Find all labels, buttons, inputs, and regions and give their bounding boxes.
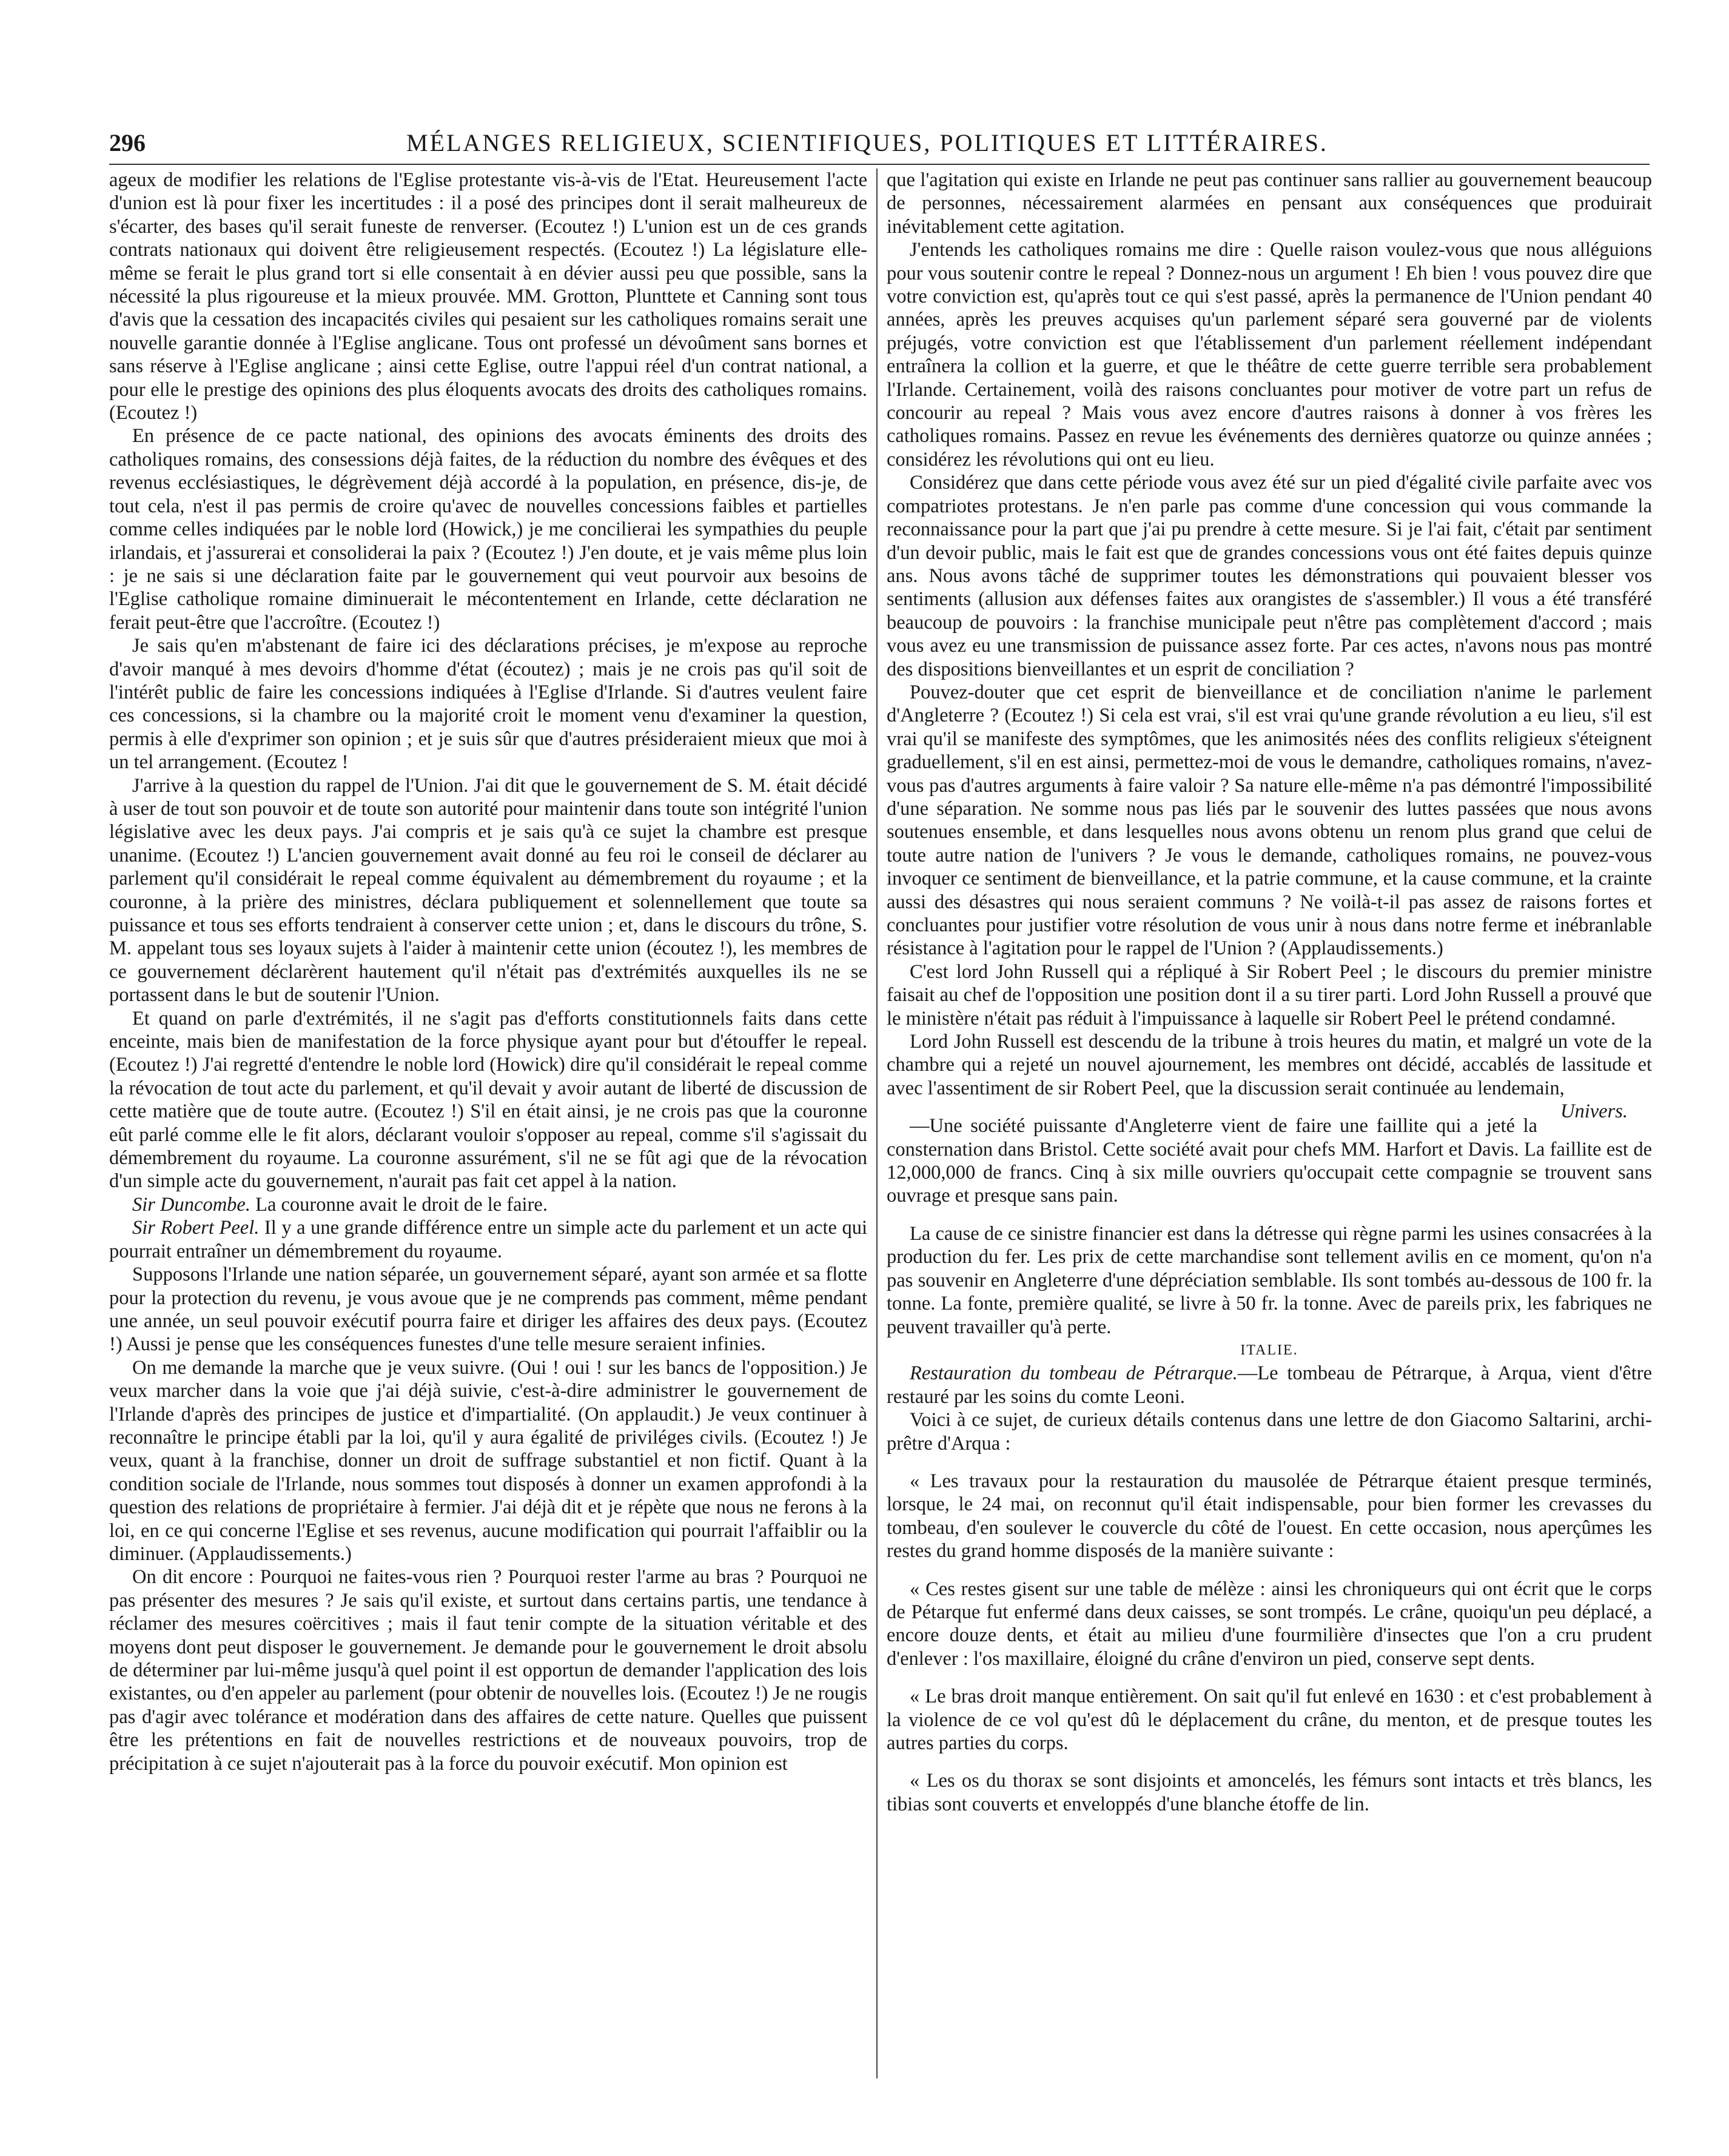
- speech-text: La couronne avait le droit de le faire.: [250, 1193, 548, 1216]
- paragraph: —Une société puissante d'Angleterre vient de faire une faillite qui a jeté la consternation dans Bristol. Cette société avait pour chefs MM. Harfort et Davis. La faillite est de 12,000,000 de francs. Cinq à six mille ouvriers qu'occupait cette compagnie se trouvent sans ouvrage et presque sans pain.: [887, 1115, 1652, 1207]
- paragraph: Considérez que dans cette période vous avez été sur un pied d'égalité civile parfaite avec vos compatriotes protestans. Je n'en parle pas comme d'une concession qui vous commande la reconnaissance pour la part que j'ai pu prendre à cette mesure. Si je l'ai fait, c'était par sentiment d'un devoir public, mais le fait est que de grandes concessions vous ont été faites depuis quinze ans. Nous avons tâché de supprimer toutes les démonstrations qui pouvaient blesser vos sentiments (allusion aux défenses faites aux orangistes de s'assembler.) Il vous a été transféré beaucoup de pouvoirs : la franchise municipale peut n'être pas complètement d'accord ; mais vous avez eu une transmission de puissance assez forte. Par ces actes, n'avons nous pas montré des dispositions bienveillantes et un esprit de conciliation ?: [887, 472, 1652, 680]
- paragraph: « Ces restes gisent sur une table de mélèze : ainsi les chroniqueurs qui ont écrit que le corps de Pétarque fut enfermé dans deux caisses, se sont trompés. Le crâne, quoiqu'un peu déplacé, a encore douze dents, et était au milieu d'une fourmilière d'insectes que l'on a cru prudent d'enlever : l'os maxillaire, éloigné du crâne d'environ un pied, conserve sept dents.: [887, 1578, 1652, 1670]
- paragraph-text: Lord John Russell est descendu de la tribune à trois heures du matin, et malgré un vote de la chambre qui a rejeté un nouvel ajournement, les membres ont décidé, accablés de lassitude et avec l'assentiment de sir Robert Peel, que la discussion serait continuée au lendemain,: [887, 1031, 1652, 1099]
- paragraph: Et quand on parle d'extrémités, il ne s'agit pas d'efforts constitutionnels faits dans cette enceinte, mais bien de manifestation de la force physique ayant pour but d'étouffer le repeal. (Ecoutez !) J'ai regretté d'entendre le noble lord (Howick) dire qu'il considérait le repeal comme la révocation de tout acte du parlement, et qu'il devait y avoir autant de liberté de discussion de cette matière que de toute autre. (Ecoutez !) S'il en était ainsi, je ne crois pas que la couronne eût parlé comme elle le fit alors, déclarant vouloir s'opposer au repeal, comme s'il s'agissait du démembrement du royaume. La couronne assurément, s'il ne se fût agi que de la révocation d'un simple acte du gouvernement, n'aurait pas fait cet appel à la nation.: [109, 1007, 867, 1193]
- column-divider: [876, 169, 878, 2078]
- paragraph: On me demande la marche que je veux suivre. (Oui ! oui ! sur les bancs de l'opposition.) Je veux marcher dans la voie que j'ai déjà suivie, c'est-à-dire administrer le gouvernement de l'Irlande d'après des principes de justice et d'impartialité. (On applaudit.) Je veux continuer à reconnaître le principe établi par la loi, qu'il y aura égalité de priviléges civils. (Ecoutez !) Je veux, quant à la franchise, donner un droit de suffrage substantiel et non fictif. Quant à la condition sociale de l'Irlande, nous sommes tout disposés à donner un examen approfondi à la question des relations de propriétaire à fermier. J'ai déjà dit et je répète que nous ne ferons à la loi, en ce qui concerne l'Eglise et ses revenus, aucune modification qui pourrait l'affaiblir ou la diminuer. (Applaudissements.): [109, 1356, 867, 1565]
- paragraph: [109, 1193, 867, 1216]
- paragraph: Pouvez-douter que cet esprit de bienveillance et de conciliation n'anime le parlement d'Angleterre ? (Ecoutez !) Si cela est vrai, s'il est vrai qu'une grande révolution a eu lieu, s'il est vrai qu'il se manifeste des symptômes, que les animosités nées des conflits religieux s'éteignent graduellement, s'il en est ainsi, permettez-moi de vous le demandre, catholiques romains, n'avez-vous pas d'autres arguments à faire valoir ? Sa nature elle-même n'a pas démontré l'impossibilité d'une séparation. Ne somme nous pas liés par le souvenir des luttes passées que nous avons soutenues ensemble, et dans lesquelles nous avons obtenu un renom plus grand que celui de toute autre nation de l'univers ? Je vous le demande, catholiques romains, ne pouvez-vous invoquer ce sentiment de bienveillance, et la patrie commune, et la cause commune, et la crainte aussi des désastres qui nous seraient communs ? Ne voilà-t-il pas assez de raisons fortes et concluantes pour justifier votre résolution de vous unir à nous dans notre ferme et inébranlable résistance à l'agitation pour le rappel de l'Union ? (Applaudissements.): [887, 681, 1652, 960]
- paragraph: J'entends les catholiques romains me dire : Quelle raison voulez-vous que nous alléguions pour vous soutenir contre le repeal ? Donnez-nous un argument ! Eh bien ! vous pouvez dire que votre conviction est, qu'après tout ce qui s'est passé, après la permanence de l'Union pendant 40 années, après les preuves acquises qu'un parlement séparé sera gouverné par de violents préjugés, votre conviction est que l'établissement d'un parlement réellement indépendant entraînera la collion et la guerre, et que le théâtre de cette guerre terrible sera probablement l'Irlande. Certainement, voilà des raisons concluantes pour motiver de votre part un refus de concourir au repeal ? Mais vous avez encore d'autres raisons à donner à vos frères les catholiques romains. Passez en revue les événements des dernières quatorze ou quinze années ; considérez les révolutions qui ont eu lieu.: [887, 239, 1652, 470]
- paragraph: Je sais qu'en m'abstenant de faire ici des déclarations précises, je m'expose au reproche d'avoir manqué à mes devoirs d'homme d'état (écoutez) ; mais je ne crois pas qu'il soit de l'intérêt public de faire les concessions indiquées à l'Eglise d'Irlande. Si d'autres veulent faire ces concessions, si la chambre ou la majorité croit le moment venu d'examiner la question, permis à elle d'exprimer son opinion ; et je suis sûr que d'autres présideraient mieux que moi à un tel arrangement. (Ecoutez !: [109, 635, 867, 774]
- paragraph: J'arrive à la question du rappel de l'Union. J'ai dit que le gouvernement de S. M. était décidé à user de tout son pouvoir et de toute son autorité pour maintenir dans toute son intégrité l'union législative avec les deux pays. J'ai compris et je sais qu'à ce sujet la chambre est presque unanime. (Ecoutez !) L'ancien gouvernement avait donné au feu roi le conseil de déclarer au parlement qu'il considérait le repeal comme équivalent au démembrement du royaume ; et la couronne, à la prière des ministres, déclara publiquement et solennellement que toute sa puissance et tous ses efforts tendraient à conserver cette union ; et, dans le discours du trône, S. M. appelant tous ses loyaux sujets à l'aider à maintenir cette union (écoutez !), les membres de ce gouvernement déclarèrent hautement qu'il n'était pas d'extrémités auxquelles ils ne se portassent dans le but de soutenir l'Union.: [109, 774, 867, 1006]
- paragraph: « Les os du thorax se sont disjoints et amoncelés, les fémurs sont intacts et très blancs, les tibias sont couverts et enveloppés d'une blanche étoffe de lin.: [887, 1770, 1652, 1815]
- paragraph: « Le bras droit manque entièrement. On sait qu'il fut enlevé en 1630 : et c'est probablement à la violence de ce vol qu'est dû le déplacement du crâne, du menton, et de presque toutes les autres parties du corps.: [887, 1686, 1652, 1754]
- section-heading: ITALIE.: [1240, 1342, 1298, 1358]
- paragraph: On dit encore : Pourquoi ne faites-vous rien ? Pourquoi rester l'arme au bras ? Pourquoi ne pas présenter des mesures ? Je sais qu'il existe, et surtout dans certains partis, une tendance à réclamer des mesures coërcitives ; mais il faut tenir compte de la situation véritable et des moyens dont peut disposer le gouvernement. Je demande pour le gouvernement le droit absolu de déterminer par lui-même jusqu'à quel point il est opportun de demander l'application des lois existantes, ou d'en appeler au parlement (pour obtenir de nouvelles lois. (Ecoutez !) Je ne rougis pas d'agir avec tolérance et modération dans des affaires de cette nature. Quelles que puissent être les prétentions en fait de nouvelles restrictions et de nouveaux pouvoirs, trop de précipitation à ce sujet n'ajouterait pas à la force du pouvoir exécutif. Mon opinion est: [109, 1566, 867, 1775]
- paragraph: [887, 1362, 1652, 1408]
- paragraph: En présence de ce pacte national, des opinions des avocats éminents des droits des catholiques romains, des consessions déjà faites, de la réduction du nombre des évêques et des revenus ecclésiastiques, le dégrèvement déjà accordé à la population, en présence, dis-je, de tout cela, n'est il pas permis de croire qu'avec de nouvelles concessions faibles et partielles comme celles indiquées par le noble lord (Howick,) je me concilierai les sympathies du peuple irlandais, et j'assurerai et consoliderai la paix ? (Ecoutez !) J'en doute, et je vais même plus loin : je ne sais si une déclaration faite par le gouvernement qui veut pourvoir aux besoins de l'Eglise catholique romaine diminuerait le mécontentement en Irlande, cette déclaration ne ferait peut-être que l'accroître. (Ecoutez !): [109, 425, 867, 634]
- speech-text: Il y a une grande différence entre un simple acte du parlement et un acte qui pourrait entraîner un démembrement du royaume.: [109, 1217, 867, 1262]
- paragraph: La cause de ce sinistre financier est dans la détresse qui règne parmi les usines consacrées à la production du fer. Les prix de cette marchandise sont tellement avilis en ce moment, qu'on n'a pas souvenir en Angleterre d'une dépréciation semblable. Ils sont tombés au-dessous de 100 fr. la tonne. La fonte, première qualité, se livre à 50 fr. la tonne. Avec de pareils prix, les fabriques ne peuvent travailler qu'à perte.: [887, 1222, 1652, 1338]
- source-signature: Univers.: [1560, 1100, 1628, 1123]
- page-number: 296: [109, 129, 146, 156]
- page-header: [109, 129, 1650, 165]
- paragraph: Voici à ce sujet, de curieux détails contenus dans une lettre de don Giacomo Saltarini, archi-prêtre d'Arqua :: [887, 1409, 1652, 1455]
- speaker-name: Sir Robert Peel.: [132, 1217, 260, 1239]
- paragraph: ageux de modifier les relations de l'Eglise protestante vis-à-vis de l'Etat. Heureusement l'acte d'union est là pour fixer les incertitudes : il a posé des principes dont il serait malheureux de s'écarter, des bases qu'il serait funeste de renverser. (Ecoutez !) L'union est un de ces grands contrats nationaux qui doivent être religieusement respectés. (Ecoutez !) La législature elle-même se ferait le plus grand tort si elle consentait à en dévier aussi peu que possible, sans la nécessité la plus rigoureuse et la mieux prouvée. MM. Grotton, Plunttete et Canning sont tous d'avis que la cessation des incapacités civiles qui pesaient sur les catholiques romains serait une nouvelle garantie donnée à l'Eglise anglicane. Tous ont professé un dévoûment sans bornes et sans réserve à l'Eglise anglicane ; ainsi cette Eglise, outre l'appui réel d'un contrat national, a pour elle le prestige des opinions des plus éloquents avocats des droits des catholiques romains. (Ecoutez !): [109, 169, 867, 424]
- paragraph: C'est lord John Russell qui a répliqué à Sir Robert Peel ; le discours du premier ministre faisait au chef de l'opposition une position dont il a su tirer parti. Lord John Russell a prouvé que le ministère n'était pas réduit à l'impuissance à laquelle sir Robert Peel le prétend condamné.: [887, 960, 1652, 1029]
- article-text: —Le tombeau de Pétrarque, à Arqua, vient d'être restauré par les soins du comte Leoni.: [887, 1362, 1652, 1408]
- speaker-name: Sir Duncombe.: [132, 1193, 250, 1216]
- paragraph: que l'agitation qui existe en Irlande ne peut pas continuer sans rallier au gouvernement beaucoup de personnes, nécessairement alarmées en pensant aux conséquences que produirait inévitablement cette agitation.: [887, 169, 1652, 238]
- paragraph: [109, 1216, 867, 1263]
- paragraph: Supposons l'Irlande une nation séparée, un gouvernement séparé, ayant son armée et sa flotte pour la protection du revenu, je vous avoue que je ne comprends pas comment, même pendant une année, un seul pouvoir exécutif pourra faire et diriger les affaires des deux pays. (Ecoutez !) Aussi je pense que les conséquences funestes d'une telle mesure seraient infinies.: [109, 1264, 867, 1356]
- right-column: [887, 169, 1652, 2084]
- running-title: MÉLANGES RELIGIEUX, SCIENTIFIQUES, POLITIQUES ET LITTÉRAIRES.: [406, 129, 1328, 156]
- paragraph: [887, 1030, 1652, 1123]
- header-rule: [109, 164, 1650, 165]
- article-title: Restauration du tombeau de Pétrarque.: [910, 1362, 1238, 1385]
- left-column: [109, 169, 867, 2084]
- paragraph: « Les travaux pour la restauration du mausolée de Pétrarque étaient presque terminés, lorsque, le 24 mai, on reconnut qu'il était indispensable, pour bien former les crevasses du tombeau, d'en soulever le couvercle du côté de l'ouest. En cette occasion, nous aperçûmes les restes du grand homme disposés de la manière suivante :: [887, 1470, 1652, 1562]
